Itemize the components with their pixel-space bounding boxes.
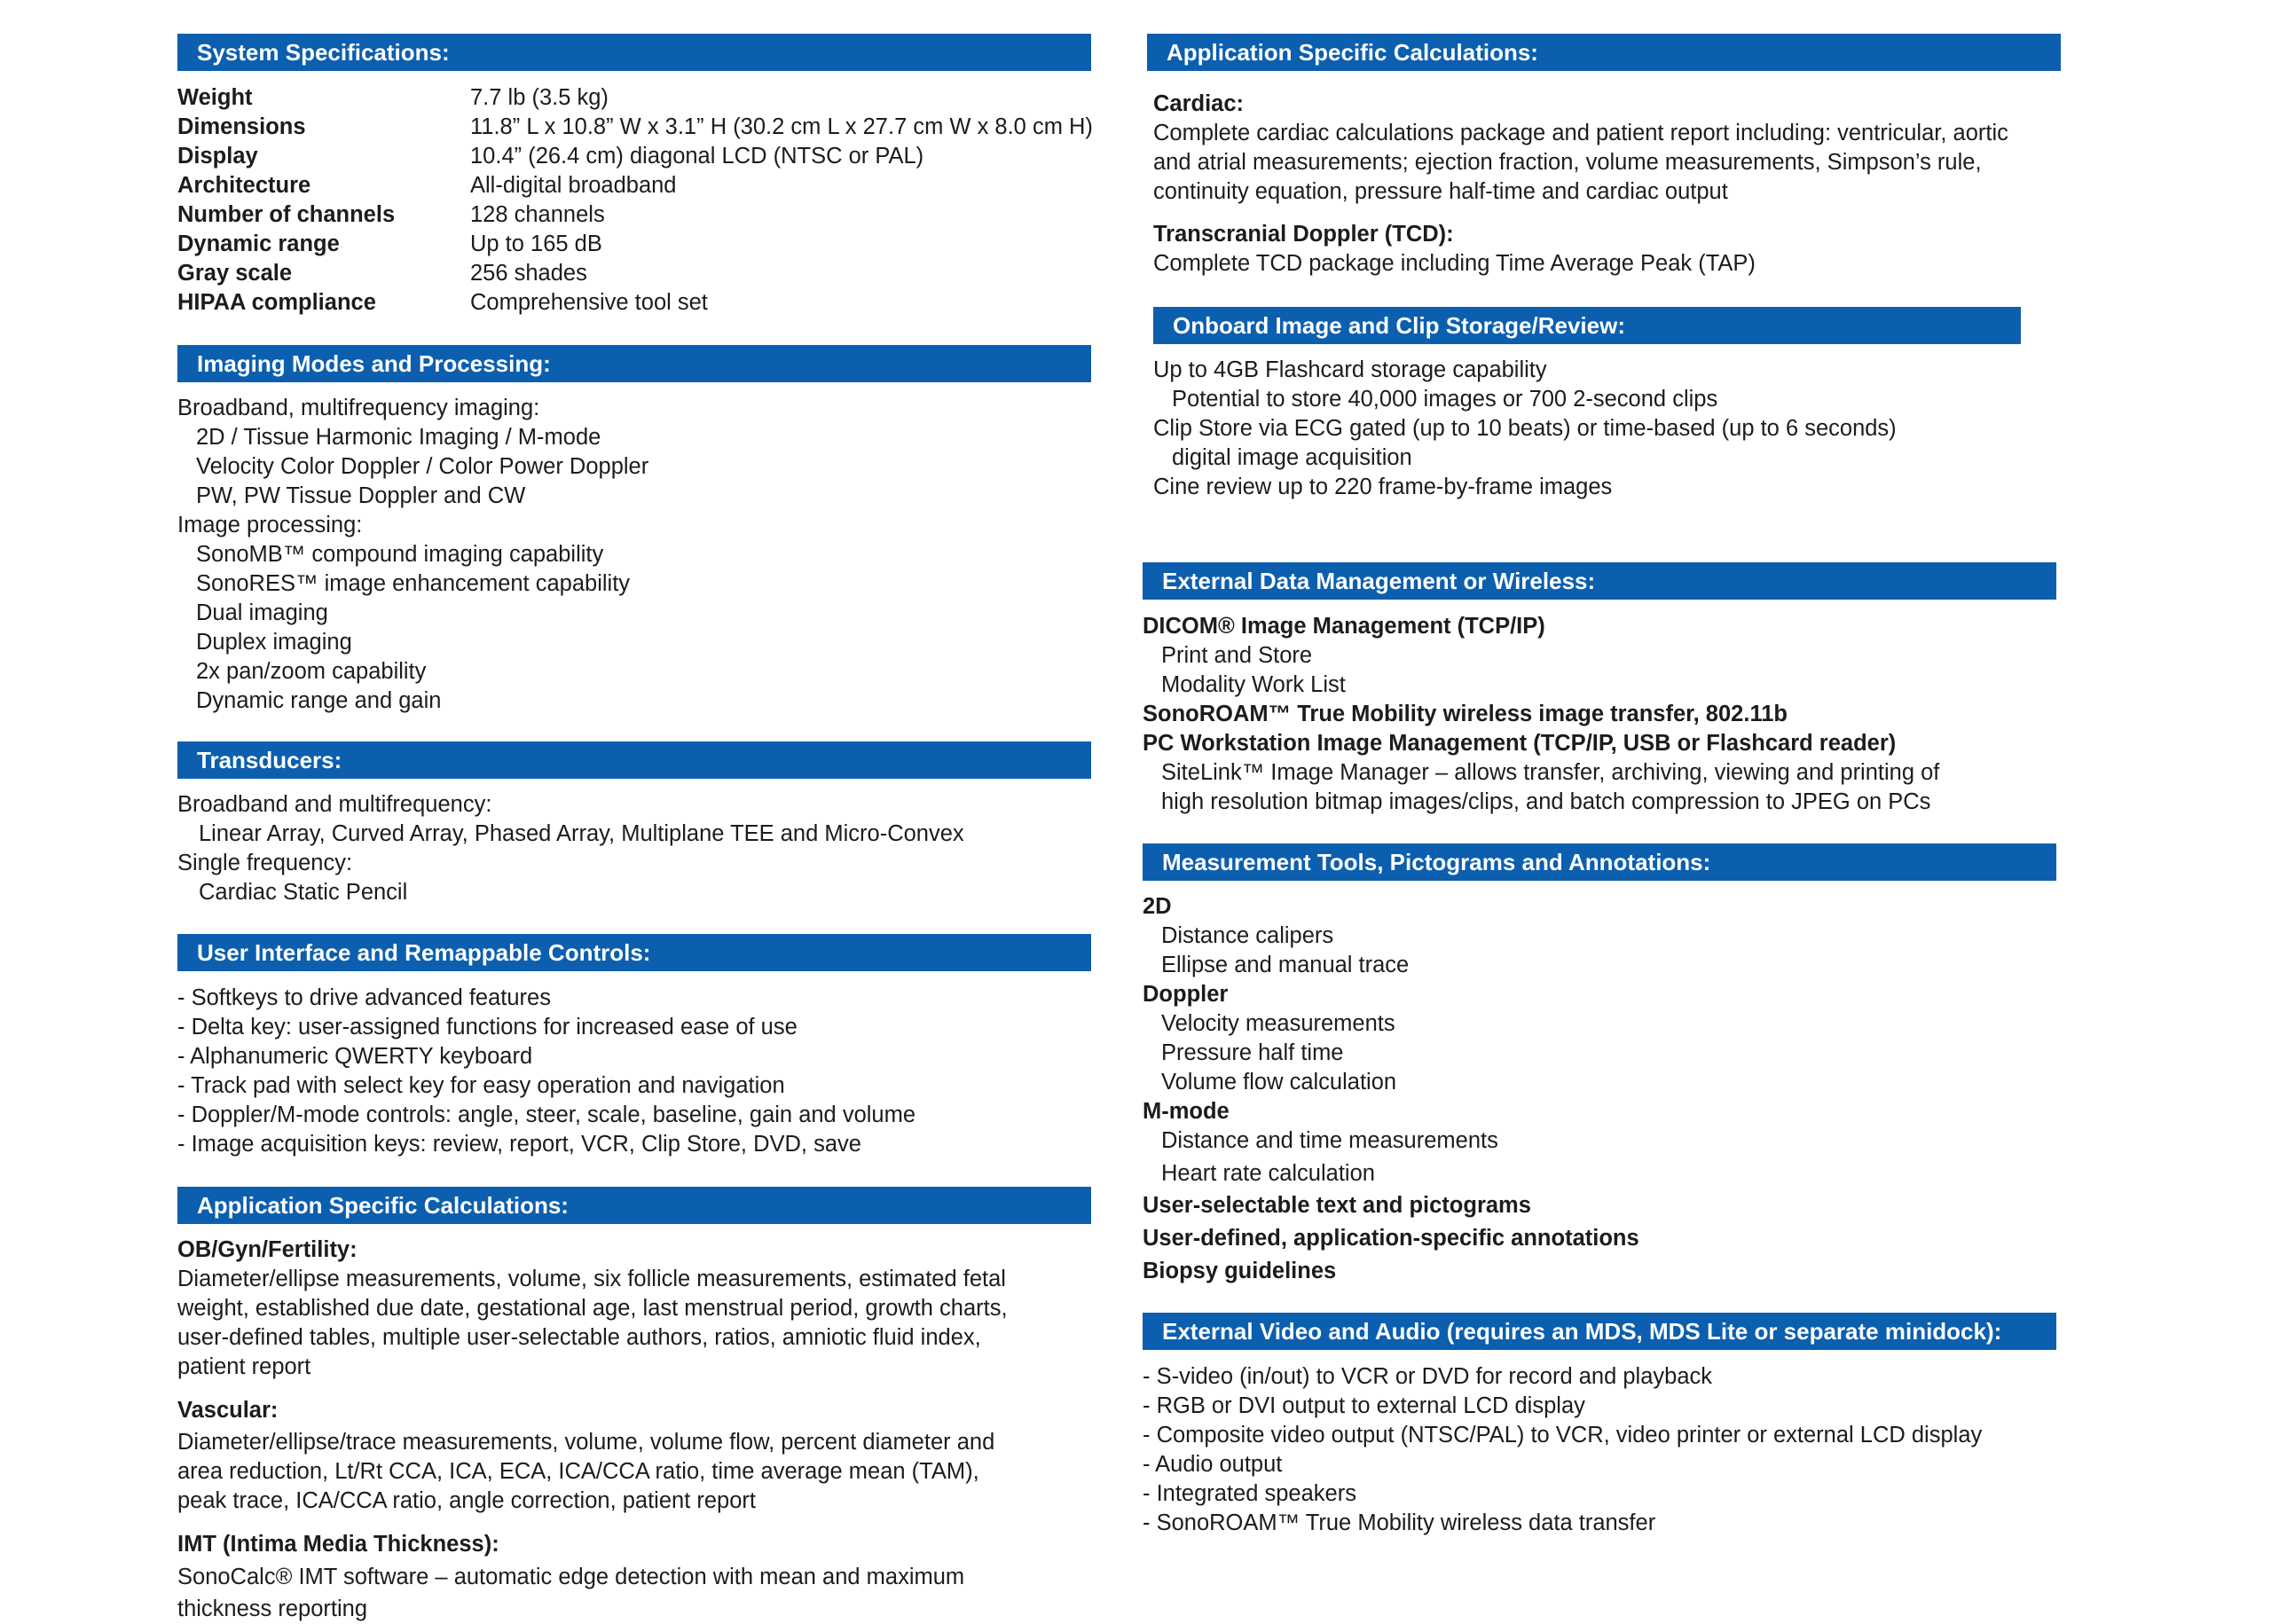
list-item: Print and Store (1161, 643, 1313, 668)
list-item: - Image acquisition keys: review, report, VCR, Clip Store, DVD, save (177, 1132, 861, 1157)
list-item: Dual imaging (196, 600, 328, 625)
spec-label: Dimensions (177, 114, 306, 139)
subheading-tcd: Transcranial Doppler (TCD): (1153, 222, 1454, 247)
list-item: Volume flow calculation (1161, 1070, 1397, 1094)
list-item-heading: Biopsy guidelines (1143, 1259, 1337, 1283)
list-item: 2x pan/zoom capability (196, 659, 427, 684)
list-item: - Integrated speakers (1143, 1481, 1356, 1506)
section-header-imaging-modes: Imaging Modes and Processing: (177, 345, 1091, 382)
list-item-heading: DICOM® Image Management (TCP/IP) (1143, 614, 1545, 639)
spec-value: 128 channels (470, 202, 605, 227)
section-header-application-calculations-continued: Application Specific Calculations: (1147, 34, 2061, 71)
spec-label: Architecture (177, 173, 311, 198)
spec-value: Comprehensive tool set (470, 290, 708, 315)
list-item-heading: SonoROAM™ True Mobility wireless image transfer, 802.11b (1143, 702, 1788, 726)
list-item: Clip Store via ECG gated (up to 10 beats) or time-based (up to 6 seconds) (1153, 416, 1897, 441)
list-item: - SonoROAM™ True Mobility wireless data transfer (1143, 1510, 1656, 1535)
section-header-external-data: External Data Management or Wireless: (1143, 562, 2056, 600)
list-item: Distance calipers (1161, 923, 1334, 948)
paragraph-line: user-defined tables, multiple user-selectable authors, ratios, amniotic fluid index, (177, 1325, 981, 1350)
subheading-vascular: Vascular: (177, 1398, 279, 1423)
paragraph-line: Complete cardiac calculations package and patient report including: ventricular, aortic (1153, 121, 2008, 145)
list-item: - Composite video output (NTSC/PAL) to VCR, video printer or external LCD display (1143, 1423, 1983, 1447)
paragraph-line: Diameter/ellipse/trace measurements, volume, volume flow, percent diameter and (177, 1430, 995, 1455)
subheading-cardiac: Cardiac: (1153, 91, 1245, 116)
list-item-heading: M-mode (1143, 1099, 1230, 1124)
spec-label: Dynamic range (177, 231, 340, 256)
list-item: Velocity Color Doppler / Color Power Doppler (196, 454, 649, 479)
list-item: Dynamic range and gain (196, 688, 442, 713)
spec-label: Display (177, 144, 258, 169)
list-item: - Softkeys to drive advanced features (177, 985, 551, 1010)
spec-label: Weight (177, 85, 253, 110)
list-item: - S-video (in/out) to VCR or DVD for record and playback (1143, 1364, 1713, 1389)
list-item: Cine review up to 220 frame-by-frame images (1153, 475, 1613, 499)
list-item: Duplex imaging (196, 630, 352, 655)
list-item-heading: Doppler (1143, 982, 1229, 1007)
paragraph-line: Diameter/ellipse measurements, volume, six follicle measurements, estimated fetal (177, 1267, 1006, 1291)
paragraph-line: area reduction, Lt/Rt CCA, ICA, ECA, ICA/CCA ratio, time average mean (TAM), (177, 1459, 979, 1484)
spec-label: Number of channels (177, 202, 396, 227)
section-header-application-calculations: Application Specific Calculations: (177, 1187, 1091, 1224)
list-item: Modality Work List (1161, 672, 1346, 697)
spec-value: 10.4” (26.4 cm) diagonal LCD (NTSC or PAL) (470, 144, 924, 169)
spec-label: Gray scale (177, 261, 293, 286)
spec-value: Up to 165 dB (470, 231, 602, 256)
list-item: Broadband, multifrequency imaging: (177, 396, 540, 420)
section-header-transducers: Transducers: (177, 741, 1091, 779)
paragraph-line: Complete TCD package including Time Average Peak (TAP) (1153, 251, 1756, 276)
section-header-user-interface: User Interface and Remappable Controls: (177, 934, 1091, 971)
list-item: Up to 4GB Flashcard storage capability (1153, 357, 1547, 382)
paragraph-line: weight, established due date, gestational age, last menstrual period, growth charts, (177, 1296, 1008, 1321)
list-item: SonoRES™ image enhancement capability (196, 571, 631, 596)
section-header-system-specifications: System Specifications: (177, 34, 1091, 71)
paragraph-line: thickness reporting (177, 1597, 368, 1621)
list-item: digital image acquisition (1172, 445, 1412, 470)
section-header-measurement-tools: Measurement Tools, Pictograms and Annotations: (1143, 843, 2056, 881)
list-item: - RGB or DVI output to external LCD display (1143, 1393, 1585, 1418)
spec-value: 256 shades (470, 261, 587, 286)
list-item-heading: User-defined, application-specific annotations (1143, 1226, 1639, 1251)
list-item: - Delta key: user-assigned functions for increased ease of use (177, 1015, 798, 1040)
list-item-heading: User-selectable text and pictograms (1143, 1193, 1531, 1218)
section-header-external-video-audio: External Video and Audio (requires an MDS, MDS Lite or separate minidock): (1143, 1313, 2056, 1350)
list-item: Single frequency: (177, 851, 353, 875)
paragraph-line: SonoCalc® IMT software – automatic edge detection with mean and maximum (177, 1565, 965, 1589)
list-item: Distance and time measurements (1161, 1128, 1498, 1153)
list-item: high resolution bitmap images/clips, and batch compression to JPEG on PCs (1161, 789, 1931, 814)
list-item: Linear Array, Curved Array, Phased Array, Multiplane TEE and Micro-Convex (199, 821, 964, 846)
list-item: SonoMB™ compound imaging capability (196, 542, 604, 567)
spec-value: 11.8” L x 10.8” W x 3.1” H (30.2 cm L x 27.7 cm W x 8.0 cm H) (470, 114, 1093, 139)
list-item: SiteLink™ Image Manager – allows transfer, archiving, viewing and printing of (1161, 760, 1940, 785)
list-item: - Track pad with select key for easy operation and navigation (177, 1073, 785, 1098)
list-item-heading: 2D (1143, 894, 1172, 919)
section-header-onboard-storage: Onboard Image and Clip Storage/Review: (1153, 307, 2021, 344)
list-item: Velocity measurements (1161, 1011, 1395, 1036)
list-item: Potential to store 40,000 images or 700 2-second clips (1172, 387, 1718, 412)
paragraph-line: peak trace, ICA/CCA ratio, angle correction, patient report (177, 1488, 756, 1513)
subheading-imt: IMT (Intima Media Thickness): (177, 1532, 499, 1557)
spec-value: All-digital broadband (470, 173, 677, 198)
paragraph-line: patient report (177, 1354, 311, 1379)
paragraph-line: continuity equation, pressure half-time and cardiac output (1153, 179, 1728, 204)
paragraph-line: and atrial measurements; ejection fraction, volume measurements, Simpson’s rule, (1153, 150, 1982, 175)
list-item: Heart rate calculation (1161, 1161, 1375, 1186)
list-item: 2D / Tissue Harmonic Imaging / M-mode (196, 425, 601, 450)
list-item: - Doppler/M-mode controls: angle, steer, scale, baseline, gain and volume (177, 1102, 916, 1127)
spec-label: HIPAA compliance (177, 290, 376, 315)
list-item: PW, PW Tissue Doppler and CW (196, 483, 526, 508)
list-item: Image processing: (177, 513, 363, 537)
list-item: Pressure half time (1161, 1040, 1344, 1065)
list-item-heading: PC Workstation Image Management (TCP/IP, USB or Flashcard reader) (1143, 731, 1897, 756)
list-item: Broadband and multifrequency: (177, 792, 492, 817)
subheading-ob-gyn: OB/Gyn/Fertility: (177, 1237, 358, 1262)
list-item: - Audio output (1143, 1452, 1283, 1477)
list-item: Ellipse and manual trace (1161, 953, 1410, 977)
list-item: - Alphanumeric QWERTY keyboard (177, 1044, 533, 1069)
list-item: Cardiac Static Pencil (199, 880, 408, 905)
spec-value: 7.7 lb (3.5 kg) (470, 85, 609, 110)
